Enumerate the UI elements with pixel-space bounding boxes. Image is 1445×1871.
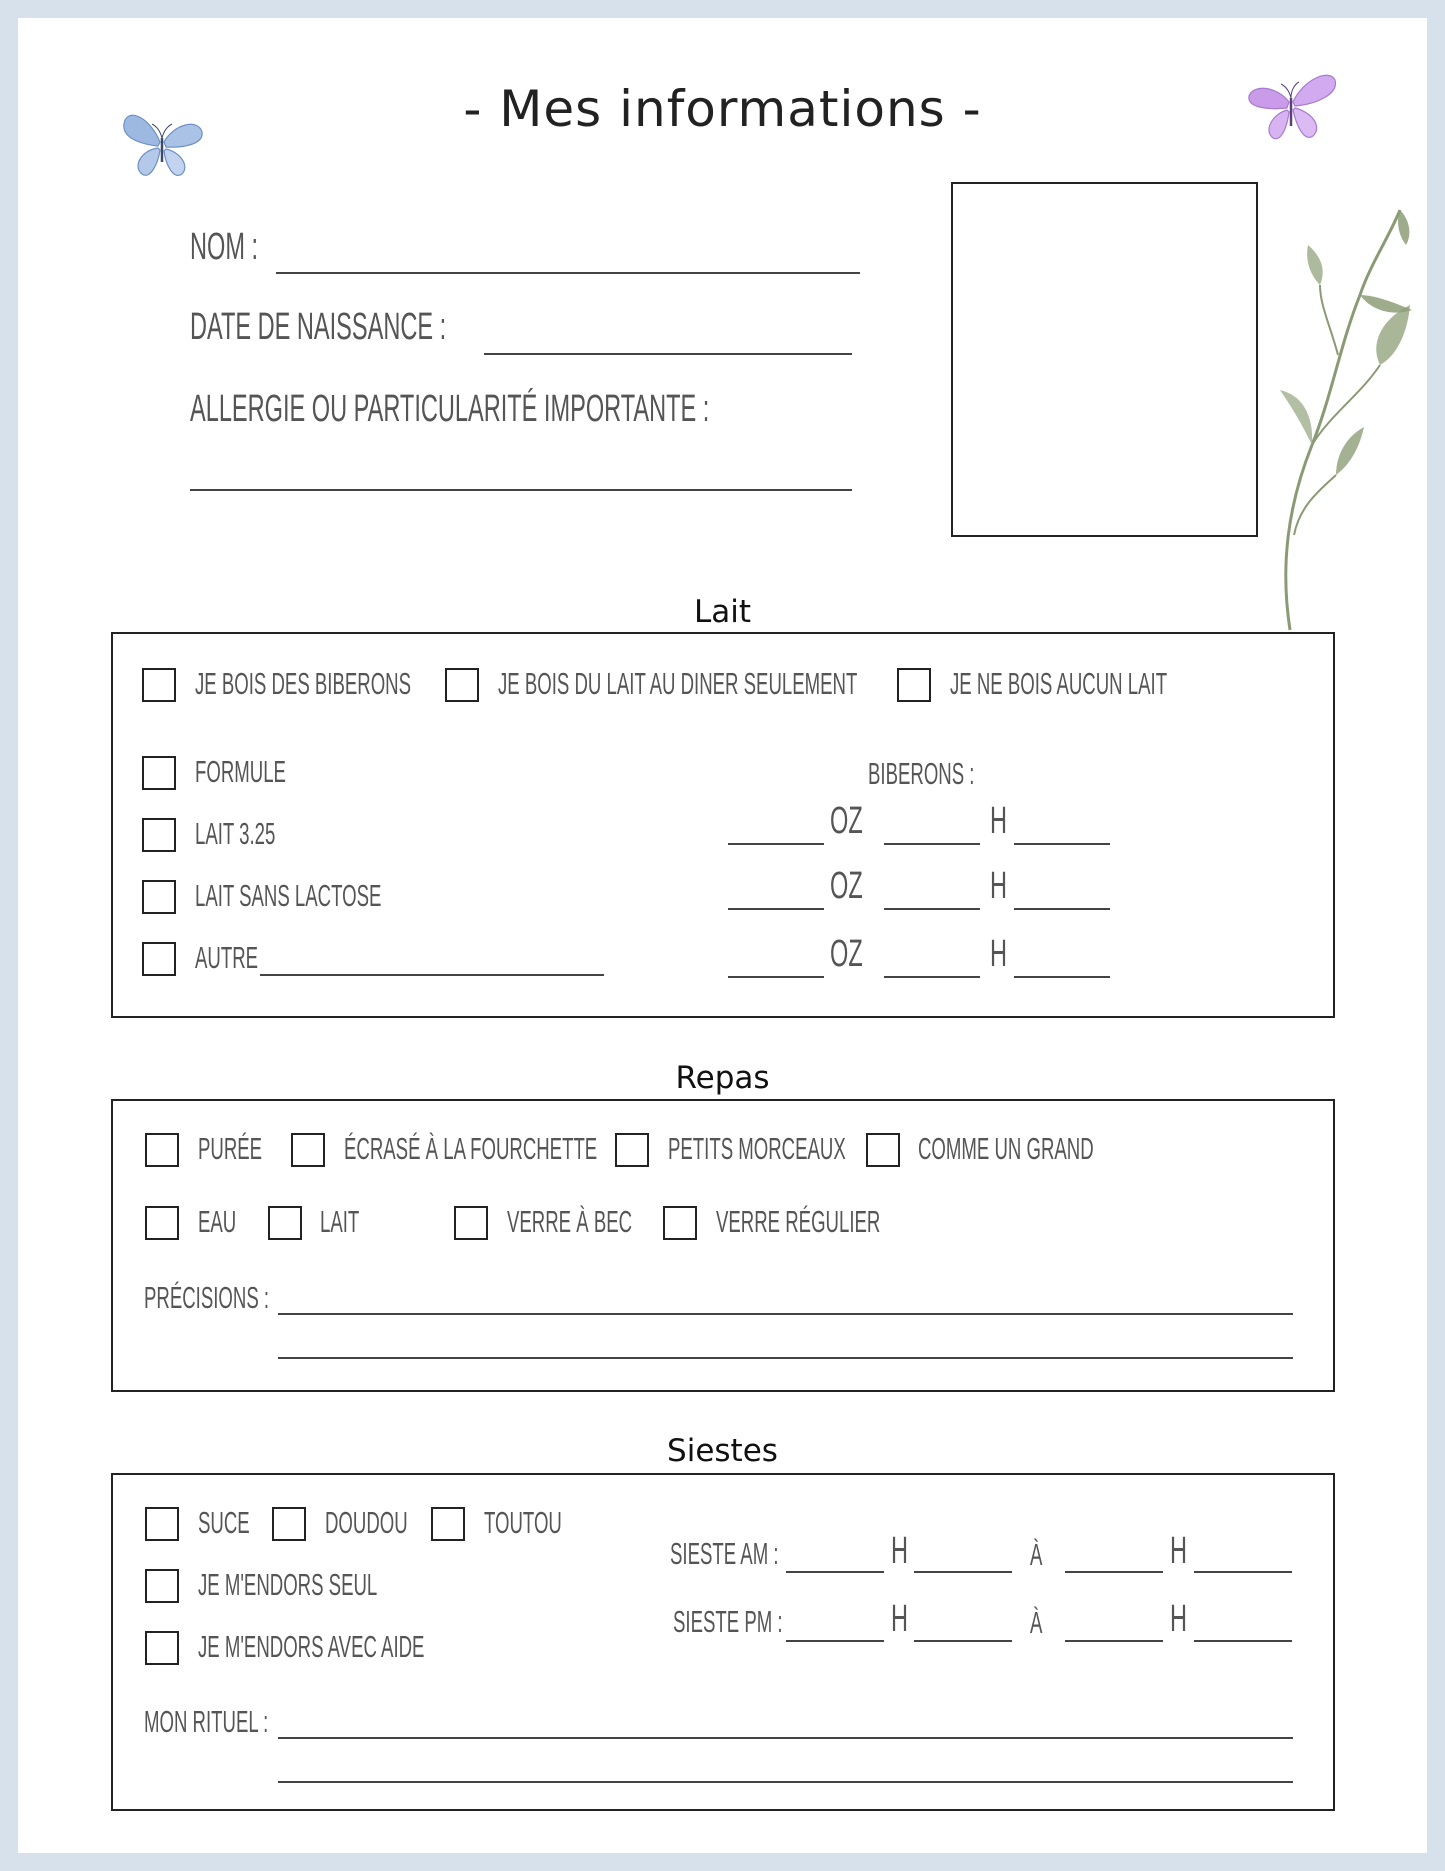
checkbox-endors-aide[interactable] (145, 1631, 179, 1665)
checkbox-toutou[interactable] (431, 1507, 465, 1541)
checkbox-petits-morceaux[interactable] (615, 1133, 649, 1167)
naissance-field[interactable] (484, 353, 852, 355)
texture-label: ÉCRASÉ À LA FOURCHETTE (344, 1131, 598, 1166)
checkbox-lait-325[interactable] (142, 818, 176, 852)
oz-label: OZ (830, 933, 863, 975)
precisions-field-2[interactable] (278, 1357, 1293, 1359)
butterfly-left-icon (118, 104, 208, 184)
type-label: LAIT SANS LACTOSE (195, 878, 382, 913)
oz-field[interactable] (728, 843, 824, 845)
type-label: FORMULE (195, 754, 286, 789)
minute-field[interactable] (1014, 843, 1110, 845)
type-label: LAIT 3.25 (195, 816, 276, 851)
checkbox-verre-regulier[interactable] (663, 1206, 697, 1240)
h-label: H (891, 1530, 909, 1572)
pm-end-minute-field[interactable] (1194, 1640, 1292, 1642)
h-label: H (990, 933, 1008, 975)
precisions-label: PRÉCISIONS : (144, 1280, 270, 1315)
checkbox-endors-seul[interactable] (145, 1569, 179, 1603)
h-label: H (1170, 1598, 1188, 1640)
boisson-label: LAIT (320, 1204, 360, 1239)
checkbox-autre[interactable] (142, 942, 176, 976)
pm-start-hour-field[interactable] (786, 1640, 884, 1642)
hour-field[interactable] (884, 976, 980, 978)
allergie-field[interactable] (190, 489, 852, 491)
nom-field[interactable] (276, 272, 860, 274)
page-title: - Mes informations - (463, 80, 982, 138)
am-end-hour-field[interactable] (1065, 1571, 1163, 1573)
type-label: AUTRE (195, 940, 259, 975)
a-label: À (1030, 1537, 1043, 1572)
h-label: H (990, 865, 1008, 907)
pm-end-hour-field[interactable] (1065, 1640, 1163, 1642)
objet-label: TOUTOU (484, 1505, 562, 1540)
minute-field[interactable] (1014, 908, 1110, 910)
texture-label: COMME UN GRAND (918, 1131, 1094, 1166)
option-label: JE BOIS DU LAIT AU DINER SEULEMENT (498, 666, 858, 701)
endors-label: JE M'ENDORS AVEC AIDE (198, 1629, 425, 1664)
am-end-minute-field[interactable] (1194, 1571, 1292, 1573)
h-label: H (990, 800, 1008, 842)
texture-label: PETITS MORCEAUX (668, 1131, 846, 1166)
texture-label: PURÉE (198, 1131, 263, 1166)
am-start-hour-field[interactable] (786, 1571, 884, 1573)
oz-field[interactable] (728, 908, 824, 910)
checkbox-doudou[interactable] (272, 1507, 306, 1541)
biberons-label: BIBERONS : (868, 756, 975, 791)
checkbox-ecrase[interactable] (291, 1133, 325, 1167)
checkbox-sans-lactose[interactable] (142, 880, 176, 914)
minute-field[interactable] (1014, 976, 1110, 978)
lait-section-title: Lait (693, 594, 752, 630)
boisson-label: EAU (198, 1204, 237, 1239)
checkbox-formule[interactable] (142, 756, 176, 790)
siestes-section-title: Siestes (667, 1433, 778, 1469)
boisson-label: VERRE RÉGULIER (716, 1204, 881, 1239)
oz-label: OZ (830, 865, 863, 907)
butterfly-right-icon (1243, 66, 1341, 148)
h-label: H (891, 1598, 909, 1640)
sieste-am-label: SIESTE AM : (670, 1536, 779, 1571)
boisson-label: VERRE À BEC (507, 1204, 633, 1239)
objet-label: DOUDOU (325, 1505, 408, 1540)
checkbox-puree[interactable] (145, 1133, 179, 1167)
checkbox-suce[interactable] (145, 1507, 179, 1541)
h-label: H (1170, 1530, 1188, 1572)
plant-stem-icon (1260, 205, 1420, 635)
option-label: JE BOIS DES BIBERONS (195, 666, 412, 701)
am-start-minute-field[interactable] (914, 1571, 1012, 1573)
photo-frame[interactable] (951, 182, 1258, 537)
autre-field[interactable] (260, 974, 604, 976)
hour-field[interactable] (884, 908, 980, 910)
objet-label: SUCE (198, 1505, 250, 1540)
pm-start-minute-field[interactable] (914, 1640, 1012, 1642)
nom-label: NOM : (190, 226, 259, 268)
endors-label: JE M'ENDORS SEUL (198, 1567, 378, 1602)
rituel-field-2[interactable] (278, 1781, 1293, 1783)
rituel-field-1[interactable] (278, 1737, 1293, 1739)
checkbox-eau[interactable] (145, 1206, 179, 1240)
checkbox-biberons[interactable] (142, 668, 176, 702)
checkbox-lait-diner[interactable] (445, 668, 479, 702)
checkbox-comme-un-grand[interactable] (866, 1133, 900, 1167)
checkbox-aucun-lait[interactable] (897, 668, 931, 702)
hour-field[interactable] (884, 843, 980, 845)
precisions-field-1[interactable] (278, 1313, 1293, 1315)
a-label: À (1030, 1605, 1043, 1640)
checkbox-verre-bec[interactable] (454, 1206, 488, 1240)
checkbox-lait[interactable] (268, 1206, 302, 1240)
repas-section-title: Repas (675, 1060, 770, 1096)
naissance-label: DATE DE NAISSANCE : (190, 306, 447, 348)
rituel-label: MON RITUEL : (144, 1704, 269, 1739)
allergie-label: ALLERGIE OU PARTICULARITÉ IMPORTANTE : (190, 388, 710, 430)
oz-label: OZ (830, 800, 863, 842)
oz-field[interactable] (728, 976, 824, 978)
sieste-pm-label: SIESTE PM : (673, 1604, 783, 1639)
option-label: JE NE BOIS AUCUN LAIT (950, 666, 1168, 701)
